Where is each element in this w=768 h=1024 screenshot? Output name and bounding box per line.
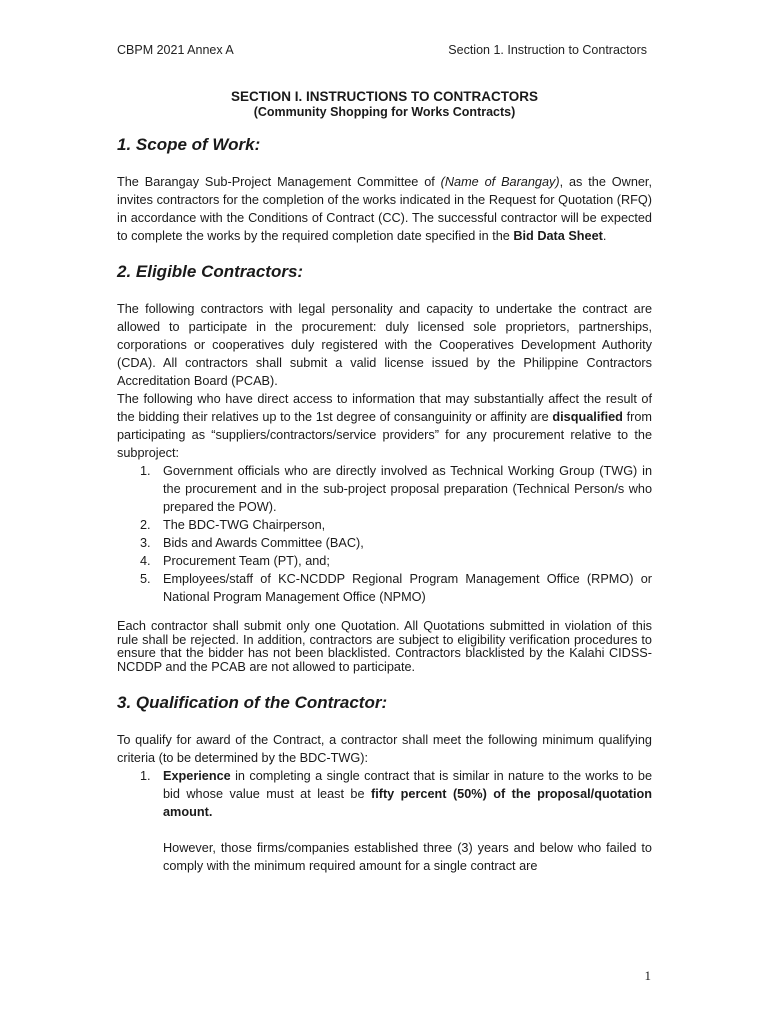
page-body: [117, 88, 652, 875]
qualification-paragraph: To qualify for award of the Contract, a contractor shall meet the following minimum qualifying criteria (to be determined by the BDC-TWG):: [117, 733, 652, 765]
heading-scope-of-work: 1. Scope of Work:: [117, 135, 261, 154]
list-item: 1. Government officials who are directly involved as Technical Working Group (TWG) in the procurement and in the sub-project proposal preparation (Technical Person/s who prepared the POW).: [140, 464, 652, 514]
header-left: CBPM 2021 Annex A: [117, 43, 234, 57]
list-item: 5. Employees/staff of KC-NCDDP Regional Program Management Office (RPMO) or National Program Management Office (NPMO): [140, 572, 652, 604]
list-item: 3. Bids and Awards Committee (BAC),: [140, 536, 364, 550]
section-title: SECTION I. INSTRUCTIONS TO CONTRACTORS: [230, 89, 538, 104]
eligible-paragraph-2: The following who have direct access to information that may substantially affect the result of the bidding their relatives up to the 1st degree of consanguinity or affinity are disqualified from participating as “suppliers/contractors/service providers” for any procurement relative to the subproject:: [117, 392, 652, 460]
list-item: 2. The BDC-TWG Chairperson,: [140, 518, 326, 532]
qualification-list: [117, 767, 652, 875]
header-right: Section 1. Instruction to Contractors: [448, 43, 647, 57]
list-item: 4. Procurement Team (PT), and;: [140, 554, 330, 568]
list-item-continuation: However, those firms/companies established three (3) years and below who failed to comply with the minimum required amount for a single contract are: [163, 841, 652, 873]
heading-eligible-contractors: 2. Eligible Contractors:: [117, 262, 304, 281]
eligible-paragraph-1: The following contractors with legal personality and capacity to undertake the contract are allowed to participate in the procurement: duly licensed sole proprietors, partnerships, corporations or cooperatives duly registered with the Cooperatives Development Authority (CDA). All contractors shall submit a valid license issued by the Philippine Contractors Accreditation Board (PCAB).: [117, 302, 652, 388]
disqualified-list: [117, 462, 652, 606]
heading-qualification: 3. Qualification of the Contractor:: [117, 693, 388, 712]
scope-paragraph: The Barangay Sub-Project Management Committee of (Name of Barangay), as the Owner, invites contractors for the completion of the works indicated in the Request for Quotation (RFQ) in accordance with the Conditions of Contract (CC). The successful contractor will be expected to complete the works by the required completion date specified in the Bid Data Sheet.: [117, 175, 652, 243]
list-item: 1. Experience in completing a single contract that is similar in nature to the works to be bid whose value must at least be fifty percent (50%) of the proposal/quotation amount.: [140, 769, 652, 819]
eligible-paragraph-3: Each contractor shall submit only one Quotation. All Quotations submitted in violation of this rule shall be rejected. In addition, contractors are subject to eligibility verification procedures to ensure that the bidder has not been blacklisted. Contractors blacklisted by the Kalahi CIDSS-NCDDP and the PCAB are not allowed to participate.: [117, 619, 652, 674]
page-number: 1: [644, 968, 651, 983]
section-subtitle: (Community Shopping for Works Contracts): [253, 105, 516, 119]
